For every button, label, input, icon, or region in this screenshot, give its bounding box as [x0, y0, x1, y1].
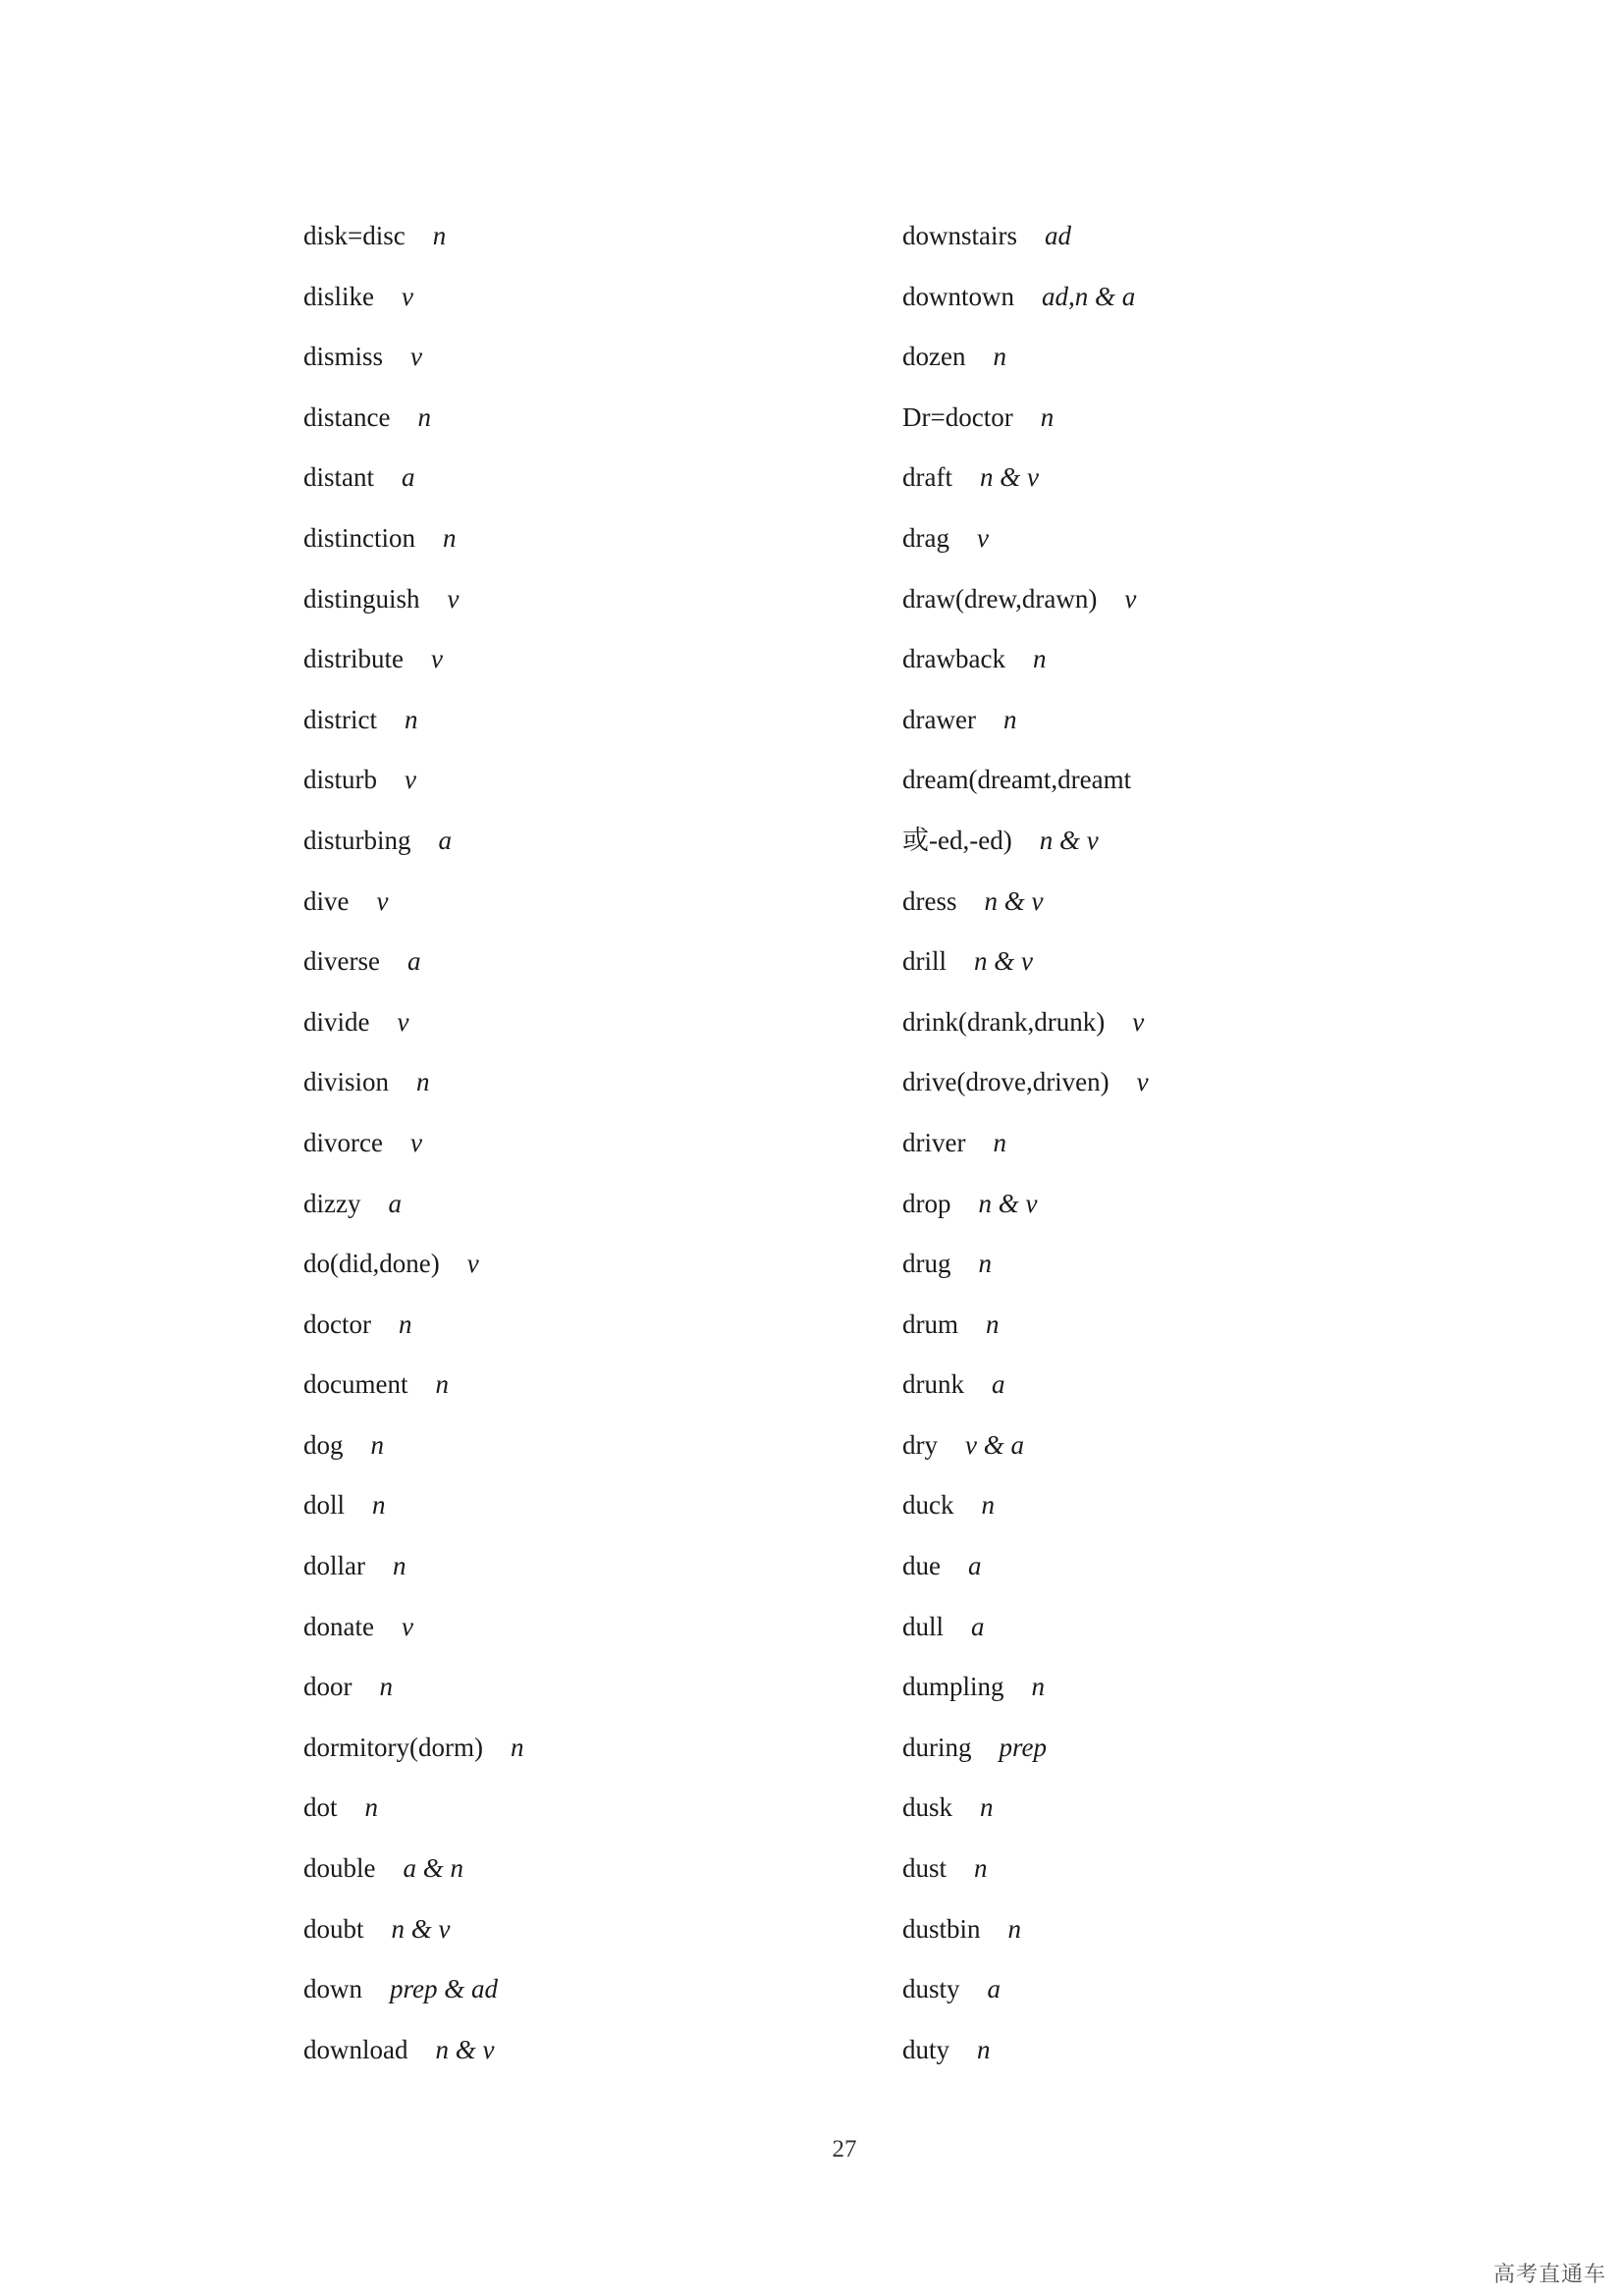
vocab-entry	[303, 459, 523, 520]
vocab-entry	[303, 1911, 523, 1972]
vocab-word: dustbin	[902, 1913, 981, 1944]
vocab-entry	[303, 1548, 523, 1609]
part-of-speech: a & n	[403, 1853, 464, 1884]
vocab-word: division	[303, 1067, 390, 1097]
part-of-speech: n	[510, 1732, 524, 1762]
part-of-speech: a	[406, 946, 421, 977]
part-of-speech: a	[971, 1611, 985, 1641]
part-of-speech: v	[409, 1127, 422, 1157]
vocab-entry	[303, 1487, 523, 1548]
part-of-speech: n	[364, 1792, 379, 1823]
vocab-entry	[902, 1609, 1149, 1670]
part-of-speech: n	[398, 1308, 412, 1339]
vocab-word: during	[902, 1732, 972, 1762]
part-of-speech: v	[410, 342, 423, 372]
watermark: 高考直通车	[1492, 2263, 1606, 2287]
part-of-speech: v	[1136, 1067, 1149, 1097]
part-of-speech: n	[435, 1369, 449, 1400]
vocab-word: dismiss	[303, 342, 384, 372]
part-of-speech: v	[405, 765, 416, 795]
part-of-speech: n & v	[435, 2034, 495, 2064]
part-of-speech: a	[402, 462, 415, 493]
vocab-word: district	[303, 704, 377, 734]
vocab-word: dislike	[303, 281, 374, 311]
part-of-speech: prep & ad	[390, 1974, 498, 2004]
part-of-speech: n	[980, 1792, 994, 1823]
vocab-word: distant	[303, 462, 374, 493]
vocab-word: downtown	[902, 281, 1014, 311]
vocab-word: downstairs	[902, 221, 1017, 250]
vocab-entry	[303, 1669, 523, 1730]
word-list-right-column	[902, 218, 1149, 2092]
vocab-word: double	[303, 1853, 376, 1884]
vocab-entry	[902, 1246, 1149, 1307]
part-of-speech: v	[447, 583, 460, 614]
vocab-word: dot	[303, 1792, 338, 1823]
vocab-word: due	[902, 1551, 941, 1581]
part-of-speech: n	[372, 1490, 386, 1521]
part-of-speech: ad	[1045, 221, 1071, 250]
vocab-word: diverse	[303, 946, 380, 977]
vocab-word: dusty	[902, 1974, 960, 2004]
vocab-word: 或-ed,-ed)	[902, 825, 1012, 855]
vocab-entry	[902, 883, 1149, 944]
vocab-word: dress	[902, 885, 957, 916]
vocab-word: door	[303, 1672, 352, 1702]
vocab-entry	[902, 400, 1149, 460]
vocab-entry	[902, 339, 1149, 400]
part-of-speech: a	[438, 825, 453, 855]
vocab-entry	[902, 1789, 1149, 1850]
vocab-word: dusk	[902, 1792, 953, 1823]
vocab-entry	[303, 339, 523, 400]
part-of-speech: n	[974, 1853, 988, 1884]
vocab-word: drawer	[902, 704, 976, 734]
vocab-word: drunk	[902, 1369, 964, 1400]
vocab-entry	[303, 1971, 523, 2032]
vocab-entry	[902, 279, 1149, 340]
vocab-entry	[902, 1911, 1149, 1972]
vocab-entry	[902, 1004, 1149, 1065]
part-of-speech: v	[402, 281, 413, 311]
part-of-speech: v	[976, 522, 989, 553]
vocab-word: disturbing	[303, 825, 411, 855]
vocab-word: doll	[303, 1490, 346, 1521]
vocab-entry	[902, 1971, 1149, 2032]
vocab-entry	[902, 1125, 1149, 1186]
vocab-entry	[303, 1125, 523, 1186]
part-of-speech: n	[1007, 1913, 1022, 1944]
part-of-speech: n	[977, 2034, 991, 2064]
part-of-speech: n & v	[1039, 825, 1099, 855]
part-of-speech: n	[1002, 704, 1017, 734]
vocab-entry	[303, 1307, 523, 1367]
vocab-word: drink(drank,drunk)	[902, 1006, 1106, 1037]
part-of-speech: n	[370, 1429, 384, 1460]
vocab-entry	[902, 1730, 1149, 1790]
vocab-word: drill	[902, 946, 947, 977]
vocab-word: disturb	[303, 765, 378, 795]
part-of-speech: n	[986, 1308, 1000, 1339]
part-of-speech: n	[1031, 1672, 1046, 1702]
part-of-speech: a	[992, 1369, 1005, 1400]
vocab-entry	[303, 2032, 523, 2093]
part-of-speech: n & v	[979, 462, 1039, 493]
vocab-word: Dr=doctor	[902, 401, 1013, 432]
vocab-word: driver	[902, 1127, 966, 1157]
vocab-entry	[303, 823, 523, 883]
vocab-entry	[303, 883, 523, 944]
vocab-entry	[303, 581, 523, 642]
part-of-speech: prep	[999, 1732, 1047, 1762]
part-of-speech: a	[987, 1974, 1001, 2004]
vocab-word: dream(dreamt,dreamt	[902, 765, 1132, 795]
vocab-word: dormitory(dorm)	[303, 1732, 483, 1762]
part-of-speech: v	[431, 644, 443, 674]
part-of-speech: v	[397, 1006, 409, 1037]
vocab-entry	[902, 520, 1149, 581]
vocab-word: distinguish	[303, 583, 420, 614]
part-of-speech: v	[376, 885, 389, 916]
vocab-entry	[902, 1186, 1149, 1247]
part-of-speech: n	[416, 1067, 430, 1097]
part-of-speech: v	[401, 1611, 413, 1641]
vocab-entry	[303, 1366, 523, 1427]
vocab-word: drop	[902, 1188, 951, 1218]
vocab-word: dollar	[303, 1551, 365, 1581]
part-of-speech: n	[417, 401, 431, 432]
vocab-word: disk=disc	[303, 221, 406, 250]
vocab-entry	[902, 1064, 1149, 1125]
vocab-word: distinction	[303, 522, 415, 553]
vocab-entry	[303, 279, 523, 340]
part-of-speech: v & a	[965, 1429, 1024, 1460]
vocab-entry	[902, 459, 1149, 520]
vocab-word: drive(drove,driven)	[902, 1067, 1110, 1097]
vocab-word: duck	[902, 1490, 954, 1521]
part-of-speech: n	[993, 342, 1006, 372]
vocab-entry	[902, 1366, 1149, 1427]
vocab-entry	[303, 400, 523, 460]
vocab-entry	[902, 1850, 1149, 1911]
vocab-word: dive	[303, 885, 350, 916]
vocab-word: drum	[902, 1308, 958, 1339]
vocab-entry	[902, 823, 1149, 883]
vocab-entry	[902, 218, 1149, 279]
vocab-word: dull	[902, 1611, 945, 1641]
vocab-word: drawback	[902, 644, 1005, 674]
part-of-speech: n	[1032, 644, 1047, 674]
vocab-word: duty	[902, 2034, 950, 2064]
vocab-word: draft	[902, 462, 952, 493]
vocab-entry	[303, 1004, 523, 1065]
vocab-entry	[303, 1850, 523, 1911]
part-of-speech: n	[405, 704, 418, 734]
part-of-speech: n & v	[978, 1188, 1038, 1218]
part-of-speech: n	[392, 1551, 406, 1581]
vocab-entry	[902, 1548, 1149, 1609]
part-of-speech: v	[1132, 1006, 1145, 1037]
vocab-entry	[902, 1427, 1149, 1488]
vocab-entry	[902, 1487, 1149, 1548]
part-of-speech: n & v	[984, 885, 1044, 916]
vocab-entry	[902, 2032, 1149, 2093]
part-of-speech: a	[967, 1551, 982, 1581]
vocab-entry	[303, 1609, 523, 1670]
vocab-word: divide	[303, 1006, 370, 1037]
vocab-entry	[902, 762, 1149, 823]
vocab-word: dumpling	[902, 1672, 1004, 1702]
part-of-speech: n	[443, 522, 457, 553]
vocab-entry	[303, 520, 523, 581]
vocab-entry	[303, 1427, 523, 1488]
vocab-word: dizzy	[303, 1188, 361, 1218]
vocab-entry	[303, 641, 523, 702]
vocab-word: donate	[303, 1611, 374, 1641]
vocab-entry	[303, 218, 523, 279]
vocab-word: document	[303, 1369, 408, 1400]
vocab-entry	[902, 581, 1149, 642]
part-of-speech: n	[978, 1249, 992, 1279]
part-of-speech: ad,n & a	[1042, 281, 1136, 311]
vocab-entry	[303, 1789, 523, 1850]
vocab-entry	[303, 943, 523, 1004]
vocab-entry	[303, 1064, 523, 1125]
part-of-speech: n	[1040, 401, 1055, 432]
vocab-word: doctor	[303, 1308, 371, 1339]
part-of-speech: a	[388, 1188, 402, 1218]
vocab-entry	[902, 702, 1149, 763]
vocab-entry	[303, 1730, 523, 1790]
vocab-entry	[303, 1246, 523, 1307]
vocab-entry	[902, 1307, 1149, 1367]
vocab-word: doubt	[303, 1913, 364, 1944]
part-of-speech: n	[981, 1490, 995, 1521]
part-of-speech: v	[466, 1249, 479, 1279]
vocab-word: do(did,done)	[303, 1249, 440, 1279]
page-number: 27	[832, 2136, 857, 2163]
vocab-word: divorce	[303, 1127, 383, 1157]
vocab-word: download	[303, 2034, 408, 2064]
vocab-word: dozen	[902, 342, 966, 372]
part-of-speech: n & v	[974, 946, 1033, 977]
part-of-speech: v	[1124, 583, 1137, 614]
vocab-entry	[303, 702, 523, 763]
vocab-entry	[303, 1186, 523, 1247]
vocab-word: down	[303, 1974, 362, 2004]
vocab-entry	[902, 1669, 1149, 1730]
vocab-word: drag	[902, 522, 949, 553]
word-list-left-column	[303, 218, 523, 2092]
vocab-entry	[902, 943, 1149, 1004]
part-of-speech: n & v	[391, 1913, 451, 1944]
vocab-word: drug	[902, 1249, 951, 1279]
part-of-speech: n	[993, 1127, 1006, 1157]
vocab-word: distance	[303, 401, 391, 432]
vocab-word: dog	[303, 1429, 344, 1460]
vocab-word: dust	[902, 1853, 947, 1884]
vocab-word: dry	[902, 1429, 938, 1460]
vocab-entry	[902, 641, 1149, 702]
vocab-entry	[303, 762, 523, 823]
part-of-speech: n	[379, 1672, 393, 1702]
part-of-speech: n	[432, 221, 447, 250]
vocab-word: draw(drew,drawn)	[902, 583, 1098, 614]
vocab-word: distribute	[303, 644, 404, 674]
